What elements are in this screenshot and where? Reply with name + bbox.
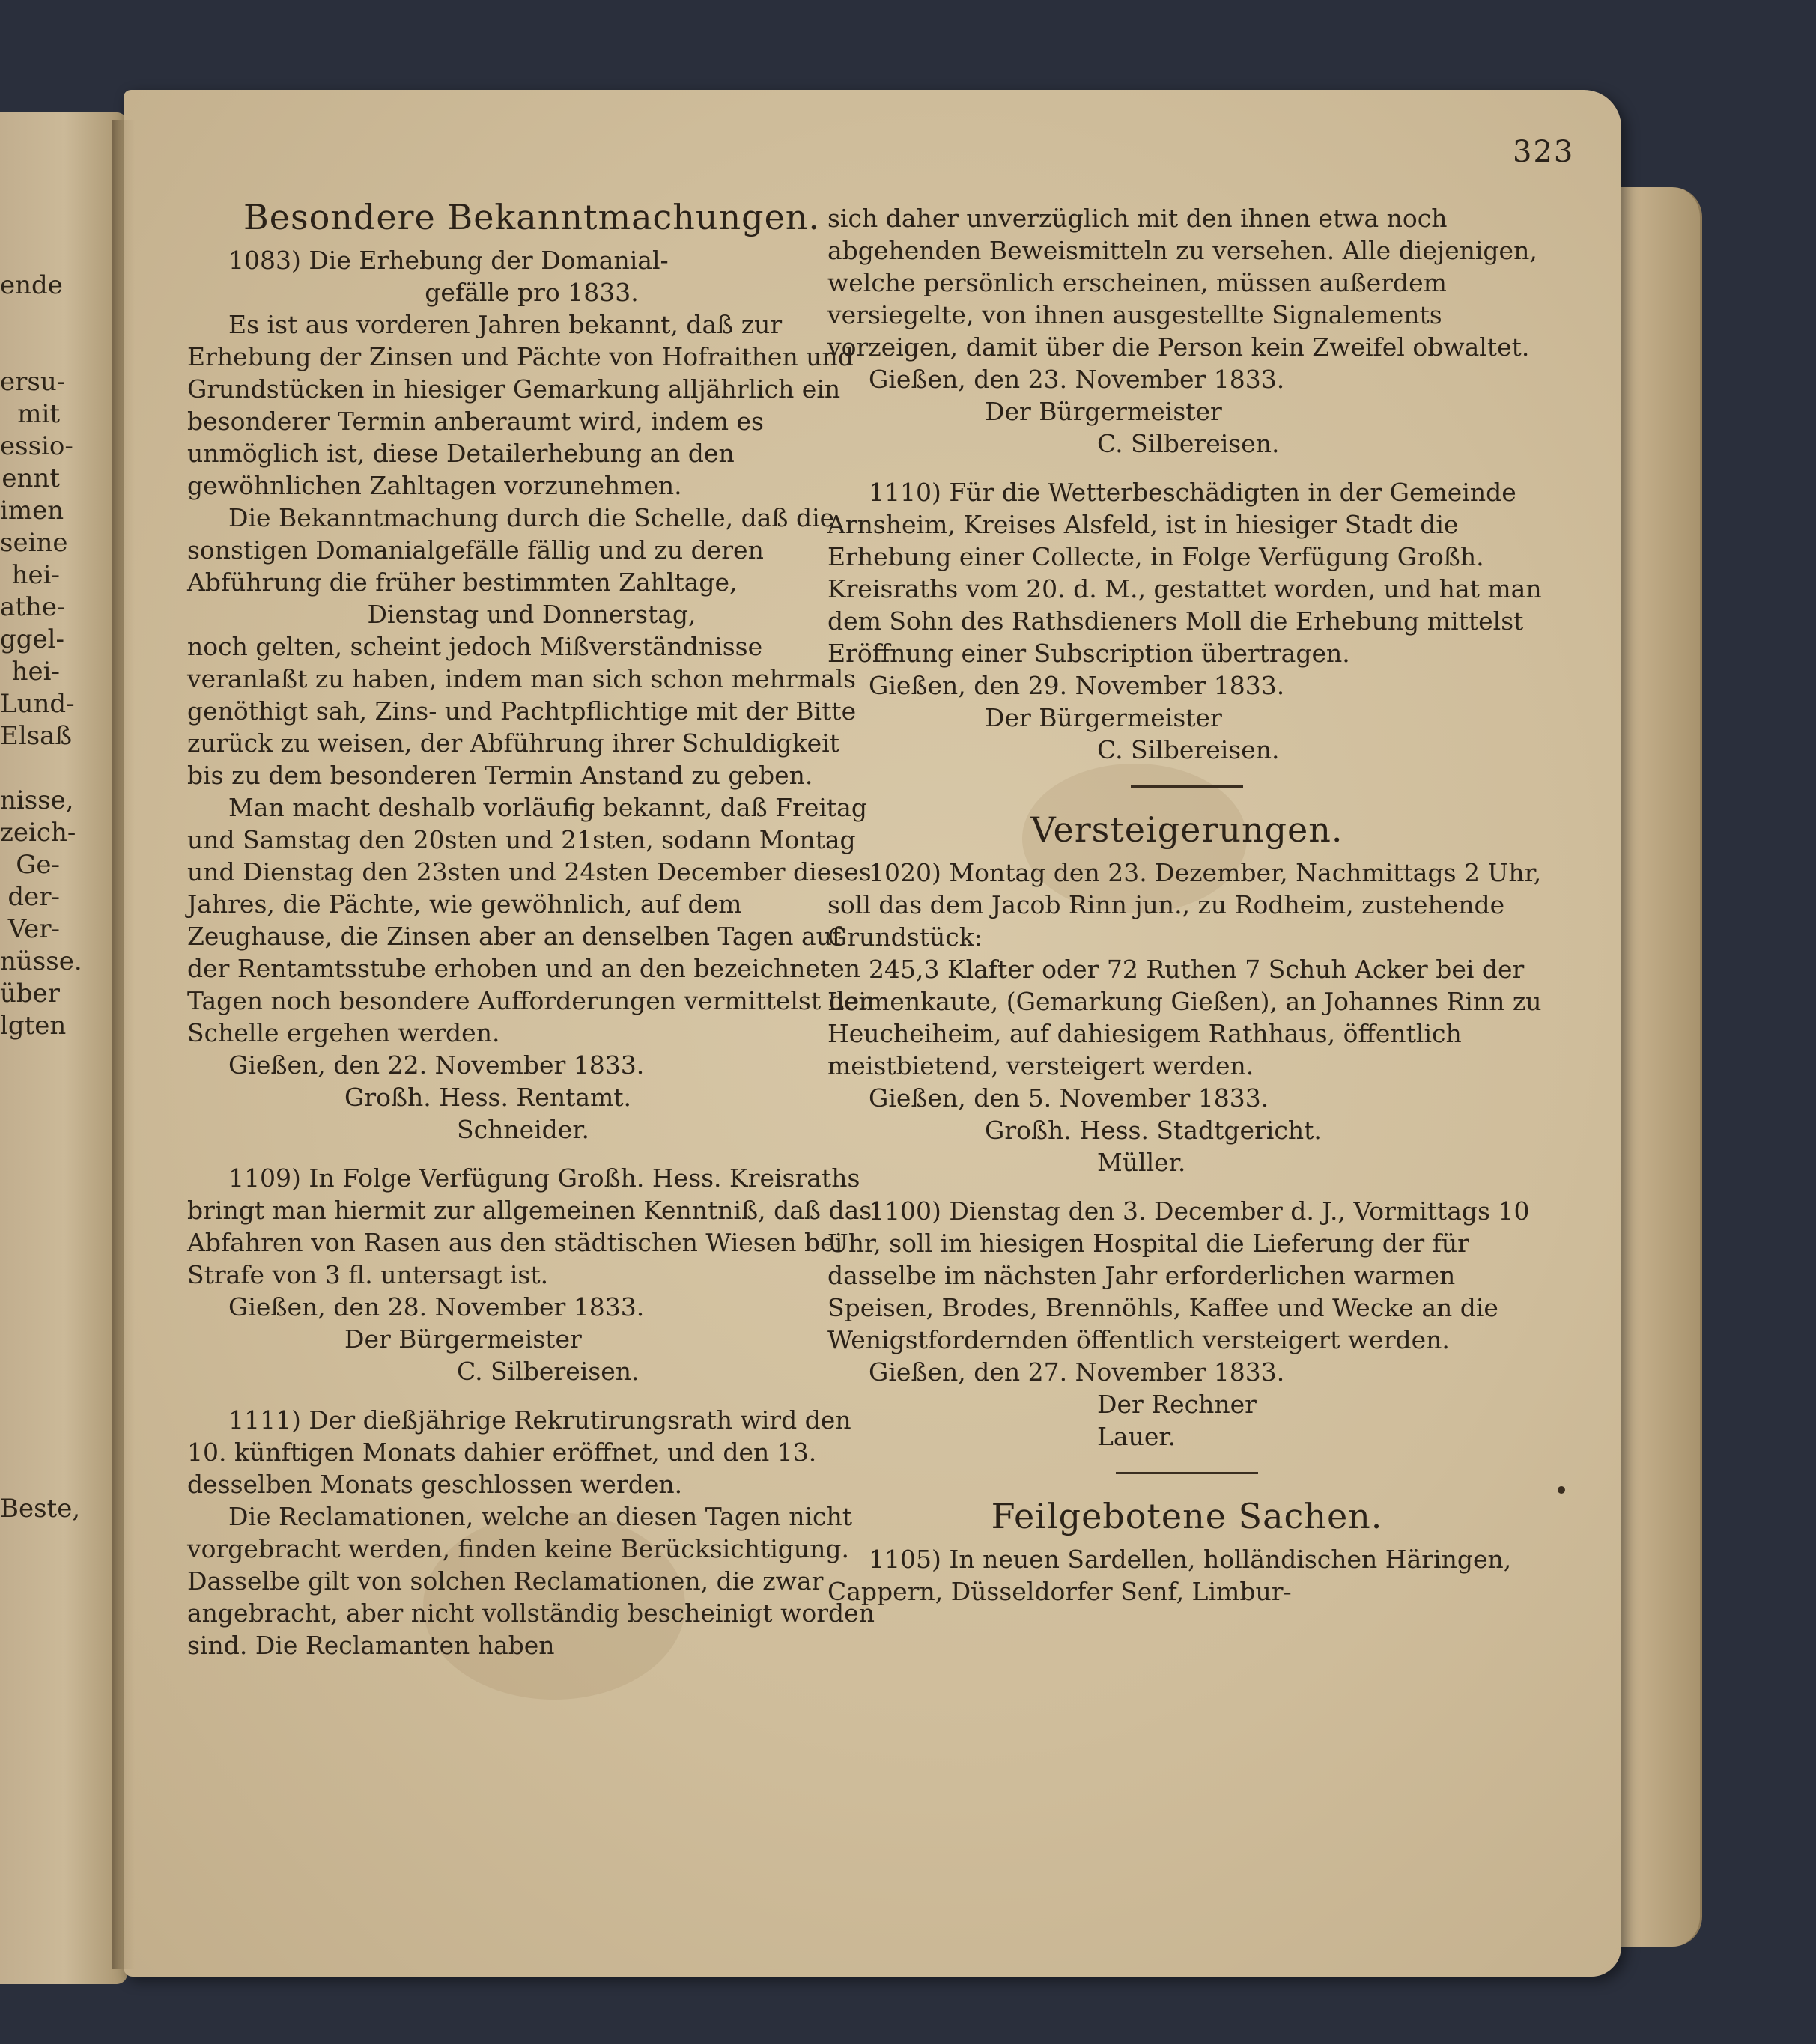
signature-office: Der Bürgermeister [344, 1324, 582, 1354]
signature-office: Großh. Hess. Stadtgericht. [985, 1116, 1322, 1145]
left-page-fragment [0, 1042, 60, 1074]
paragraph: 1111) Der dießjährige Rekrutirungsrath wird den 10. künftigen Monats dahier eröffnet, und den 13. desselben Monats geschlossen werden. [187, 1405, 851, 1499]
paragraph: sich daher unverzüglich mit den ihnen etwa noch abgehenden Beweismitteln zu versehen. Alle diejenigen, welche persönlich erscheinen, müssen außerdem versiegelte, von ihnen ausgestellte Signalements vorzeigen, damit über die Person kein Zweifel obwaltet. [827, 204, 1537, 362]
signature-name: Der Rechner [1097, 1390, 1257, 1419]
section-rule [1116, 1472, 1258, 1474]
left-page-fragment: über [0, 979, 61, 1009]
left-page-fragment: ersu- [0, 367, 66, 397]
left-page-fragment: ennt [1, 463, 60, 493]
dateline: Gießen, den 23. November 1833. [869, 365, 1285, 394]
paragraph: 1110) Für die Wetterbeschädigten in der Gemeinde Arnsheim, Kreises Alsfeld, ist in hiesiger Stadt die Erhebung einer Collecte, in Folge Verfügung Großh. Kreisraths vom 20. d. M., gestattet worden, und hat man dem Sohn des Rathsdieners Moll die Erhebung mittelst Eröffnung einer Subscription übertragen. [827, 478, 1542, 668]
left-page-fragment: Elsaß [0, 721, 73, 751]
left-page-fragment: nüsse. [0, 946, 82, 976]
left-page-fragment: zeich- [0, 818, 76, 848]
section-heading: Versteigerungen. [1030, 809, 1343, 850]
block-spacer [187, 1146, 876, 1162]
left-page-fragment: athe- [0, 592, 66, 622]
signature-name: Schneider. [457, 1115, 589, 1144]
left-page-fragment: essio- [0, 431, 73, 461]
left-page-fragment [0, 1139, 60, 1171]
left-page-fragment: Ge- [16, 850, 60, 880]
left-page-fragment: imen [0, 496, 64, 526]
signature-office: Großh. Hess. Rentamt. [344, 1083, 632, 1112]
left-page-fragment: Lund- [0, 689, 75, 719]
paragraph: 1109) In Folge Verfügung Großh. Hess. Kreisraths bringt man hiermit zur allgemeinen Kenntniß, daß das Abfahren von Rasen aus den städtischen Wiesen bei Strafe von 3 fl. untersagt ist. [187, 1164, 872, 1289]
paragraph: noch gelten, scheint jedoch Mißverständnisse veranlaßt zu haben, indem man sich schon mehrmals genöthigt sah, Zins- und Pachtpflichtige mit der Bitte zurück zu weisen, der Abführung ihrer Schuldigkeit bis zu dem besonderen Termin Anstand zu geben. [187, 632, 857, 790]
left-page-fragment [0, 1203, 60, 1235]
notice-title-line: Dienstag und Donnerstag, [367, 600, 696, 629]
left-page-fragment: der- [7, 882, 60, 912]
left-page-fragment: Ver- [7, 914, 60, 944]
left-page-fragment [0, 1107, 60, 1139]
left-page-fragment [0, 1300, 60, 1332]
dateline: Gießen, den 29. November 1833. [869, 671, 1285, 700]
book-gutter-shadow [112, 120, 135, 1969]
notice-title-line: gefälle pro 1833. [425, 278, 639, 307]
block-spacer [827, 1178, 1546, 1195]
signature-office: Der Bürgermeister [985, 397, 1222, 426]
paragraph: Die Reclamationen, welche an diesen Tagen nicht vorgebracht werden, finden keine Berücksichtigung. Dasselbe gilt von solchen Reclamationen, die zwar angebracht, aber nicht vollständig bescheinigt worden sind. Die Reclamanten haben [187, 1502, 875, 1660]
signature-name: C. Silbereisen. [1097, 735, 1280, 764]
left-page-fragment: mit [17, 399, 60, 429]
left-page-fragment: seine [0, 528, 68, 558]
block-spacer [827, 460, 1546, 476]
paragraph: Die Bekanntmachung durch die Schelle, daß die sonstigen Domanialgefälle fällig und zu deren Abführung die früher bestimmten Zahltage, [187, 503, 835, 597]
dateline: Gießen, den 22. November 1833. [228, 1050, 645, 1080]
signature-name: C. Silbereisen. [1097, 429, 1280, 458]
left-page-fragment: hei- [11, 560, 60, 590]
signature-name: Müller. [1097, 1148, 1186, 1177]
left-page-fragment [0, 752, 60, 785]
page-number: 323 [1513, 135, 1575, 169]
section-heading: Besondere Bekanntmachungen. [243, 197, 821, 237]
left-page-fragment: Beste, [0, 1494, 81, 1524]
dateline: Gießen, den 27. November 1833. [869, 1357, 1285, 1387]
left-page-fragment: hei- [11, 657, 60, 687]
left-page-fragment: nisse, [0, 785, 74, 815]
left-page-fragment [0, 1268, 60, 1300]
left-page-fragment [0, 1429, 60, 1461]
left-page-fragment: lgten [0, 1011, 67, 1041]
block-spacer [187, 1387, 876, 1404]
paragraph: 1100) Dienstag den 3. December d. J., Vormittags 10 Uhr, soll im hiesigen Hospital die Lieferung der für dasselbe im nächsten Jahr erforderlichen warmen Speisen, Brodes, Brennöhls, Kaffee und Wecke an die Wenigstfordernden öffentlich versteigert werden. [827, 1196, 1530, 1354]
left-page-fragment [0, 334, 60, 366]
paragraph: Man macht deshalb vorläufig bekannt, daß Freitag und Samstag den 20sten und 21sten, sodann Montag und Dienstag den 23sten und 24sten December dieses Jahres, die Pächte, wie gewöhnlich, auf dem Zeughause, die Zinsen aber an denselben Tagen auf der Rentamtsstube erhoben und an den bezeichneten Tagen noch besondere Aufforderungen vermittelst der Schelle ergehen werden. [187, 793, 872, 1047]
newspaper-page [124, 90, 1621, 1977]
signature-name: C. Silbereisen. [457, 1357, 640, 1386]
notice-title-line: 1083) Die Erhebung der Domanial- [228, 246, 669, 275]
left-page-fragment: ende [0, 270, 63, 300]
signature-office: Der Bürgermeister [985, 703, 1222, 732]
signature-name: Lauer. [1097, 1422, 1176, 1451]
paragraph: 245,3 Klafter oder 72 Ruthen 7 Schuh Acker bei der Leimenkaute, (Gemarkung Gießen), an Johannes Rinn zu Heucheiheim, auf dahiesigem Rathhaus, öffentlich meistbietend, versteigert werden. [827, 955, 1542, 1080]
left-page-fragment [0, 302, 60, 334]
left-page-fragment [0, 1364, 60, 1396]
left-page-fragment [0, 1461, 60, 1493]
left-page-fragment [0, 1235, 60, 1268]
left-page-text-fragments [0, 270, 82, 1525]
ink-dot [1558, 1486, 1565, 1494]
text-column-right [827, 202, 1546, 1607]
left-page-fragment [0, 1332, 60, 1364]
paragraph: Es ist aus vorderen Jahren bekannt, daß zur Erhebung der Zinsen und Pächte von Hofraithen und Grundstücken in hiesiger Gemarkung alljährlich ein besonderer Termin anberaumt wird, indem es unmöglich ist, diese Detailerhebung an den gewöhnlichen Zahltagen vorzunehmen. [187, 310, 854, 500]
section-rule [1131, 785, 1243, 788]
left-page-fragment [0, 1396, 60, 1429]
paragraph: 1020) Montag den 23. Dezember, Nachmittags 2 Uhr, soll das dem Jacob Rinn jun., zu Rodheim, zustehende Grundstück: [827, 858, 1542, 952]
text-column-left [187, 195, 876, 1661]
section-heading: Feilgebotene Sachen. [991, 1496, 1383, 1536]
left-page-fragment: ggel- [0, 624, 65, 654]
dateline: Gießen, den 5. November 1833. [869, 1083, 1269, 1113]
paragraph: 1105) In neuen Sardellen, holländischen Häringen, Cappern, Düsseldorfer Senf, Limbur- [827, 1545, 1512, 1606]
left-page-fragment [0, 1171, 60, 1203]
dateline: Gießen, den 28. November 1833. [228, 1292, 645, 1321]
left-page-fragment [0, 1074, 60, 1107]
